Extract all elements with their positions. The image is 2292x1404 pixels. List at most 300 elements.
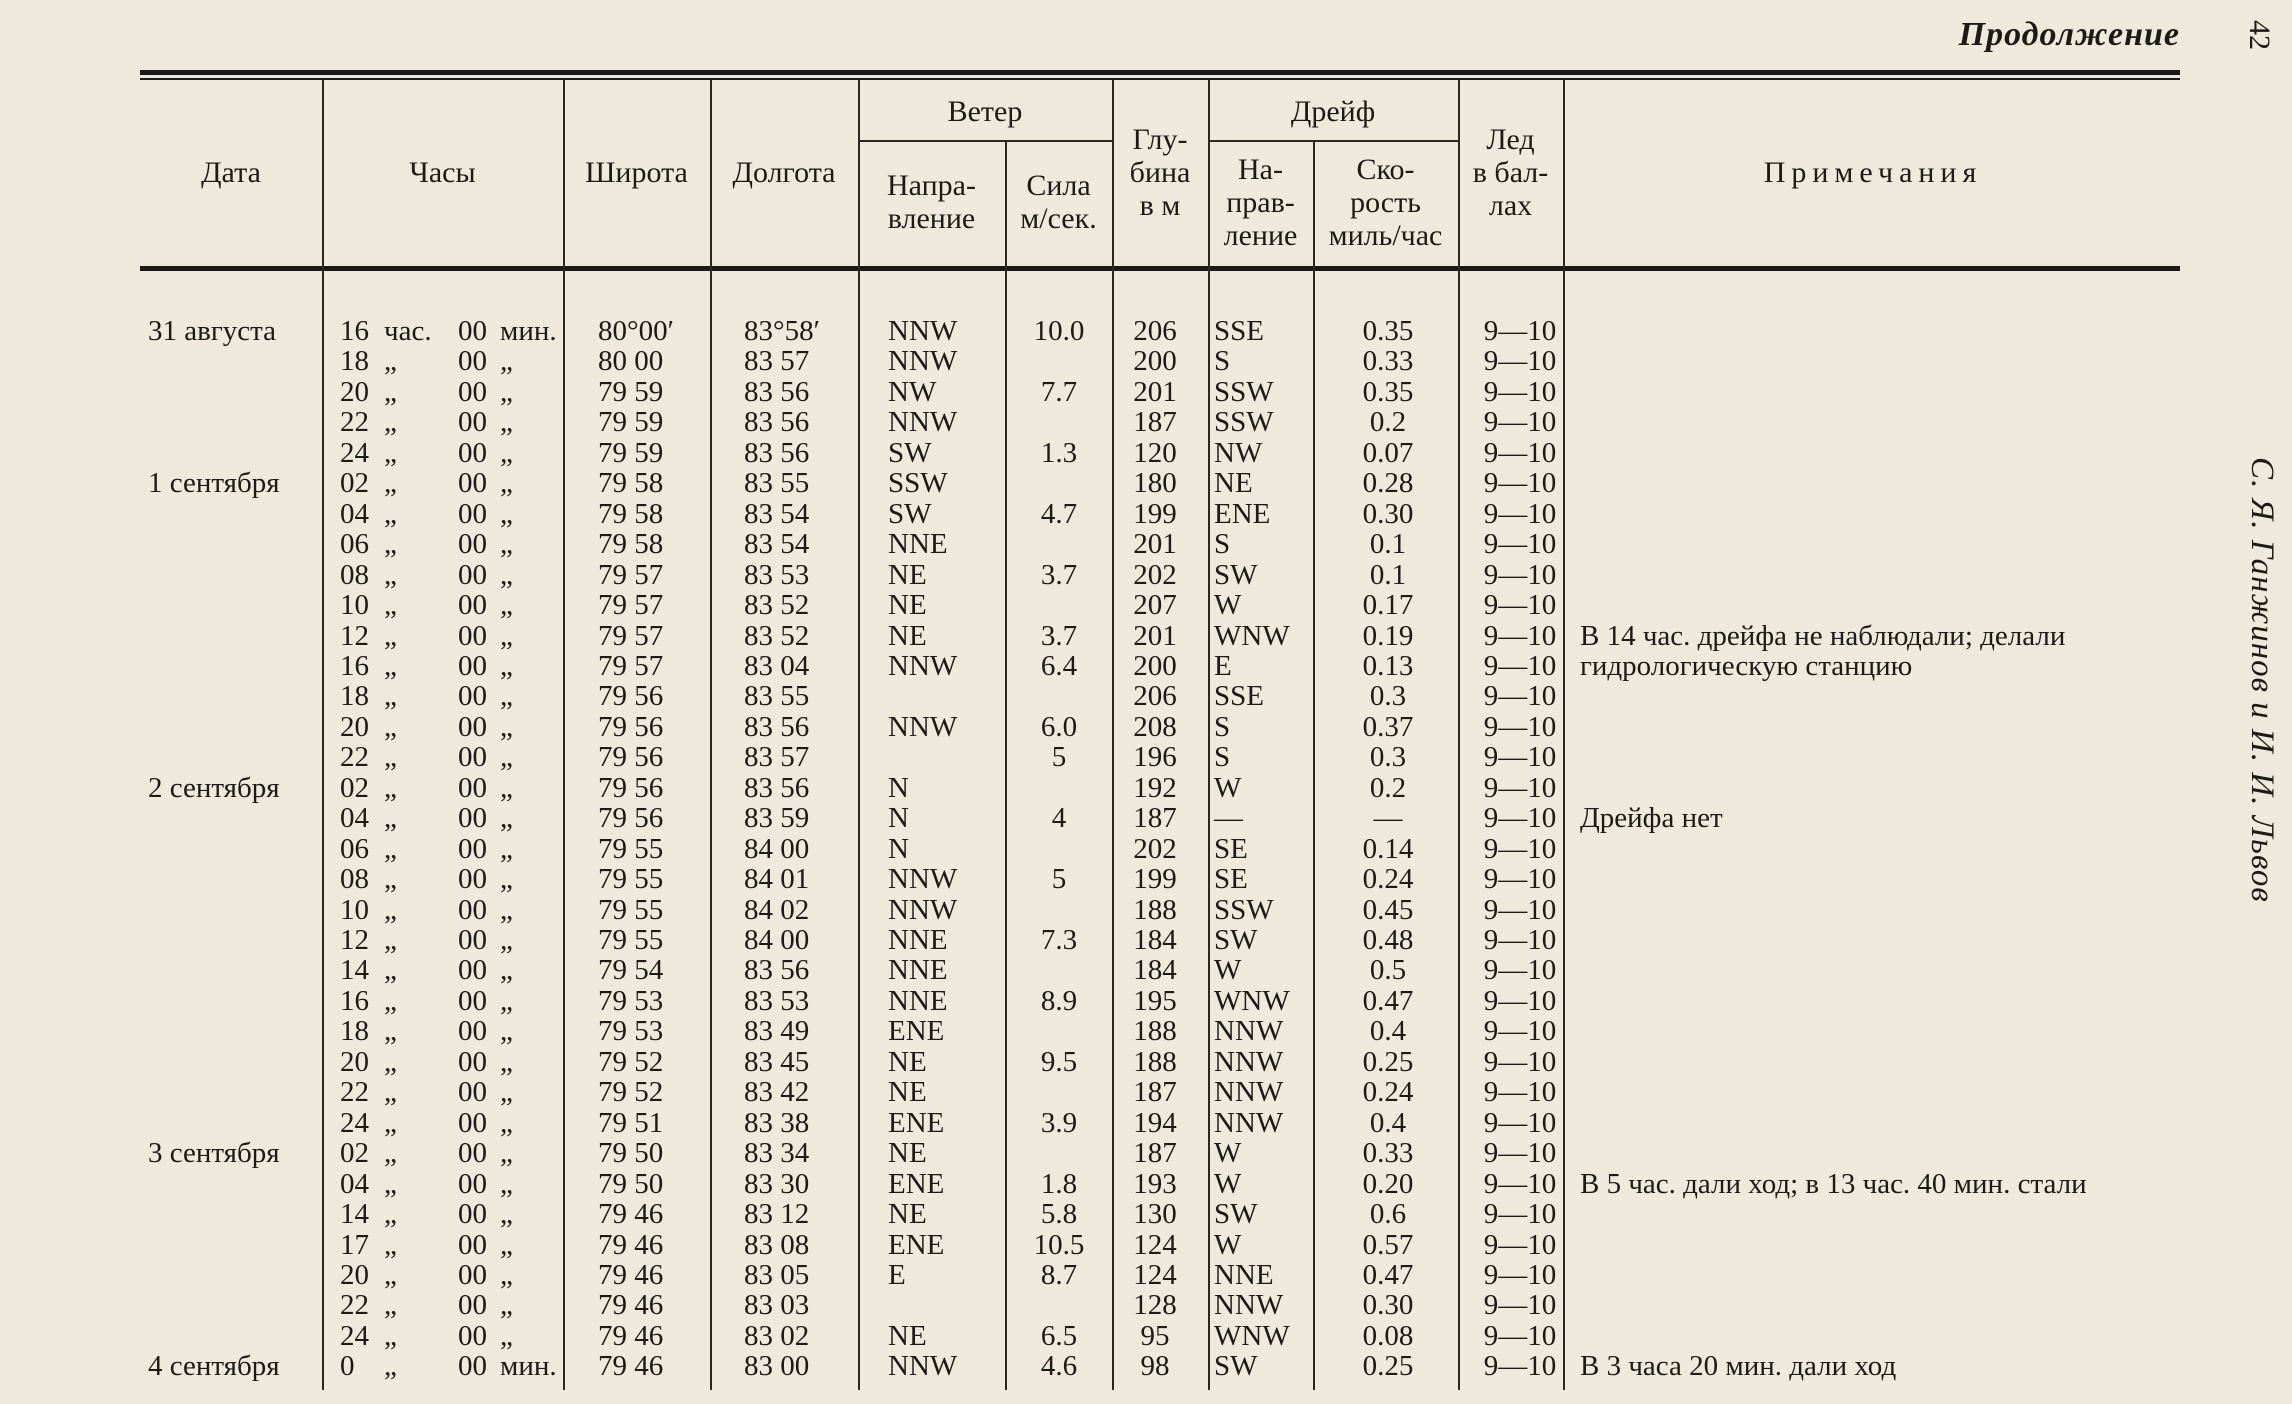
header-drift-speed: Ско- рость миль/час [1328,152,1443,252]
longitude-cell: 83 42 [744,1076,810,1108]
wind-direction-cell: ENE [888,1168,945,1200]
minute-cell: 00 [458,376,487,408]
header-longitude: Долгота [732,155,836,189]
hour-unit-cell: „ [384,1350,397,1382]
depth-cell: 196 [1133,741,1177,773]
longitude-cell: 83 55 [744,467,810,499]
drift-speed-cell: 0.4 [1369,1015,1407,1047]
header-drift-direction: На- прав- ление [1223,152,1298,252]
hour-unit-cell: „ [384,954,397,986]
longitude-cell: 83 56 [744,406,810,438]
wind-speed-cell: 6.4 [1040,650,1078,682]
header-bottom-rule [140,266,2180,271]
drift-speed-cell: 0.57 [1362,1229,1414,1261]
hour-unit-cell: „ [384,376,397,408]
drift-speed-cell: 0.2 [1369,772,1407,804]
wind-speed-cell: 10.0 [1033,315,1085,347]
hour-unit-cell: „ [384,1289,397,1321]
header-wind-direction: Напра- вление [887,169,976,235]
hour-cell: 0 [340,1350,355,1382]
minute-unit-cell: „ [500,863,513,895]
depth-cell: 202 [1133,833,1177,865]
wind-speed-cell: 5 [1051,741,1067,773]
drift-direction-cell: WNW [1214,1320,1290,1352]
depth-cell: 120 [1133,437,1177,469]
hour-cell: 08 [340,863,369,895]
ice-cell: 9—10 [1483,315,1557,347]
latitude-cell: 79 57 [598,620,664,652]
wind-direction-cell: NNE [888,528,948,560]
hour-unit-cell: „ [384,528,397,560]
ice-cell: 9—10 [1483,1107,1557,1139]
wind-direction-cell: NNW [888,711,958,743]
latitude-cell: 80°00′ [598,315,674,347]
drift-direction-cell: NNW [1214,1046,1284,1078]
minute-cell: 00 [458,954,487,986]
latitude-cell: 79 56 [598,711,664,743]
wind-direction-cell: N [888,833,909,865]
minute-unit-cell: „ [500,376,513,408]
minute-unit-cell: „ [500,1015,513,1047]
note-cell: В 3 часа 20 мин. дали ход [1580,1350,1897,1382]
hour-cell: 06 [340,833,369,865]
depth-cell: 188 [1133,1015,1177,1047]
minute-unit-cell: „ [500,1137,513,1169]
wind-direction-cell: NNW [888,863,958,895]
drift-direction-cell: E [1214,650,1232,682]
latitude-cell: 79 56 [598,802,664,834]
depth-cell: 195 [1133,985,1177,1017]
drift-direction-cell: W [1214,1137,1242,1169]
hour-unit-cell: час. [384,315,432,347]
minute-unit-cell: „ [500,772,513,804]
minute-unit-cell: „ [500,985,513,1017]
drift-direction-cell: NNW [1214,1076,1284,1108]
wind-speed-cell: 1.8 [1040,1168,1078,1200]
drift-direction-cell: NNW [1214,1015,1284,1047]
depth-cell: 207 [1133,589,1177,621]
hour-cell: 04 [340,498,369,530]
minute-unit-cell: „ [500,589,513,621]
latitude-cell: 79 59 [598,406,664,438]
latitude-cell: 79 58 [598,498,664,530]
minute-unit-cell: „ [500,680,513,712]
depth-cell: 208 [1133,711,1177,743]
hour-unit-cell: „ [384,924,397,956]
depth-cell: 128 [1133,1289,1177,1321]
depth-cell: 206 [1133,680,1177,712]
minute-unit-cell: „ [500,741,513,773]
ice-cell: 9—10 [1483,711,1557,743]
minute-unit-cell: „ [500,954,513,986]
ice-cell: 9—10 [1483,1076,1557,1108]
latitude-cell: 79 50 [598,1137,664,1169]
wind-direction-cell: NNW [888,406,958,438]
hour-unit-cell: „ [384,589,397,621]
hour-unit-cell: „ [384,437,397,469]
wind-direction-cell: NE [888,1076,927,1108]
drift-direction-cell: SSE [1214,315,1264,347]
hour-cell: 16 [340,315,369,347]
latitude-cell: 79 58 [598,467,664,499]
hour-unit-cell: „ [384,467,397,499]
hour-unit-cell: „ [384,1198,397,1230]
latitude-cell: 79 52 [598,1076,664,1108]
minute-cell: 00 [458,650,487,682]
hour-unit-cell: „ [384,985,397,1017]
depth-cell: 201 [1133,376,1177,408]
minute-cell: 00 [458,802,487,834]
hour-cell: 12 [340,620,369,652]
drift-direction-cell: S [1214,711,1231,743]
minute-cell: 00 [458,559,487,591]
hour-cell: 18 [340,1015,369,1047]
minute-unit-cell: „ [500,1168,513,1200]
date-cell: 1 сентября [148,467,280,499]
depth-cell: 124 [1133,1229,1177,1261]
drift-speed-cell: 0.13 [1362,650,1414,682]
ice-cell: 9—10 [1483,954,1557,986]
ice-cell: 9—10 [1483,924,1557,956]
latitude-cell: 79 57 [598,589,664,621]
ice-cell: 9—10 [1483,559,1557,591]
hour-unit-cell: „ [384,1046,397,1078]
latitude-cell: 79 56 [598,772,664,804]
hour-cell: 02 [340,772,369,804]
minute-unit-cell: „ [500,894,513,926]
hour-unit-cell: „ [384,772,397,804]
latitude-cell: 79 55 [598,863,664,895]
minute-cell: 00 [458,1168,487,1200]
drift-direction-cell: SW [1214,924,1258,956]
wind-speed-cell: 7.3 [1040,924,1078,956]
wind-direction-cell: NE [888,1198,927,1230]
latitude-cell: 80 00 [598,345,664,377]
longitude-cell: 84 00 [744,924,810,956]
minute-unit-cell: „ [500,1076,513,1108]
drift-speed-cell: 0.3 [1369,680,1407,712]
drift-direction-cell: SE [1214,833,1248,865]
longitude-cell: 83 30 [744,1168,810,1200]
date-cell: 31 августа [148,315,276,347]
wind-direction-cell: NNE [888,924,948,956]
latitude-cell: 79 46 [598,1198,664,1230]
date-cell: 4 сентября [148,1350,280,1382]
drift-direction-cell: — [1214,802,1243,834]
longitude-cell: 83 49 [744,1015,810,1047]
minute-unit-cell: „ [500,620,513,652]
ice-cell: 9—10 [1483,620,1557,652]
hour-unit-cell: „ [384,1168,397,1200]
ice-cell: 9—10 [1483,985,1557,1017]
drift-speed-cell: 0.30 [1362,498,1414,530]
minute-cell: 00 [458,467,487,499]
minute-cell: 00 [458,1046,487,1078]
wind-direction-cell: NE [888,1046,927,1078]
longitude-cell: 83 54 [744,498,810,530]
hour-unit-cell: „ [384,711,397,743]
minute-cell: 00 [458,894,487,926]
hour-unit-cell: „ [384,894,397,926]
minute-cell: 00 [458,345,487,377]
drift-direction-cell: SW [1214,559,1258,591]
drift-direction-cell: SE [1214,863,1248,895]
minute-cell: 00 [458,741,487,773]
drift-direction-cell: W [1214,954,1242,986]
drift-direction-cell: NW [1214,437,1263,469]
wind-direction-cell: NNE [888,954,948,986]
latitude-cell: 79 59 [598,376,664,408]
longitude-cell: 83 08 [744,1229,810,1261]
hour-unit-cell: „ [384,802,397,834]
minute-unit-cell: „ [500,437,513,469]
drift-speed-cell: 0.19 [1362,620,1414,652]
depth-cell: 184 [1133,954,1177,986]
ice-cell: 9—10 [1483,376,1557,408]
longitude-cell: 83 52 [744,620,810,652]
hour-cell: 10 [340,589,369,621]
note-cell: гидрологическую станцию [1580,650,1913,682]
hour-cell: 22 [340,406,369,438]
depth-cell: 192 [1133,772,1177,804]
drift-direction-cell: WNW [1214,620,1290,652]
minute-unit-cell: „ [500,1198,513,1230]
minute-unit-cell: „ [500,833,513,865]
header-latitude: Широта [585,155,688,189]
ice-cell: 9—10 [1483,1015,1557,1047]
drift-speed-cell: 0.47 [1362,1259,1414,1291]
wind-speed-cell: 4.6 [1040,1350,1078,1382]
note-cell: В 5 час. дали ход; в 13 час. 40 мин. стали [1580,1168,2087,1200]
note-cell: Дрейфа нет [1580,802,1723,834]
minute-cell: 00 [458,1198,487,1230]
ice-cell: 9—10 [1483,650,1557,682]
hour-cell: 08 [340,559,369,591]
longitude-cell: 83 45 [744,1046,810,1078]
wind-direction-cell: ENE [888,1107,945,1139]
drift-speed-cell: 0.2 [1369,406,1407,438]
drift-speed-cell: 0.3 [1369,741,1407,773]
minute-unit-cell: „ [500,650,513,682]
depth-cell: 124 [1133,1259,1177,1291]
minute-unit-cell: „ [500,1320,513,1352]
wind-direction-cell: NE [888,1320,927,1352]
minute-cell: 00 [458,863,487,895]
wind-speed-cell: 6.0 [1040,711,1078,743]
longitude-cell: 83 52 [744,589,810,621]
minute-unit-cell: мин. [500,315,557,347]
drift-direction-cell: SSW [1214,376,1274,408]
drift-speed-cell: 0.45 [1362,894,1414,926]
drift-direction-cell: W [1214,772,1242,804]
ice-cell: 9—10 [1483,345,1557,377]
hour-unit-cell: „ [384,559,397,591]
latitude-cell: 79 57 [598,650,664,682]
minute-unit-cell: „ [500,1107,513,1139]
longitude-cell: 83 38 [744,1107,810,1139]
latitude-cell: 79 59 [598,437,664,469]
hour-cell: 20 [340,376,369,408]
drift-direction-cell: ENE [1214,498,1271,530]
depth-cell: 199 [1133,498,1177,530]
drift-speed-cell: 0.25 [1362,1350,1414,1382]
depth-cell: 95 [1140,1320,1170,1352]
ice-cell: 9—10 [1483,437,1557,469]
page-number: 42 [2243,20,2276,50]
top-rule-thin [140,78,2180,80]
minute-cell: 00 [458,498,487,530]
drift-direction-cell: SSW [1214,894,1274,926]
longitude-cell: 83 56 [744,954,810,986]
minute-cell: 00 [458,711,487,743]
wind-direction-cell: ENE [888,1015,945,1047]
hour-cell: 22 [340,741,369,773]
longitude-cell: 83 02 [744,1320,810,1352]
drift-speed-cell: 0.1 [1369,559,1407,591]
minute-unit-cell: „ [500,498,513,530]
wind-speed-cell: 3.7 [1040,620,1078,652]
longitude-cell: 83 05 [744,1259,810,1291]
minute-cell: 00 [458,1076,487,1108]
hour-cell: 04 [340,802,369,834]
wind-direction-cell: SW [888,498,932,530]
longitude-cell: 83°58′ [744,315,820,347]
drift-direction-cell: S [1214,741,1231,773]
ice-cell: 9—10 [1483,772,1557,804]
ice-cell: 9—10 [1483,467,1557,499]
wind-speed-cell: 7.7 [1040,376,1078,408]
wind-direction-cell: NE [888,559,927,591]
minute-cell: 00 [458,1320,487,1352]
minute-cell: 00 [458,315,487,347]
wind-direction-cell: NNW [888,315,958,347]
drift-speed-cell: 0.20 [1362,1168,1414,1200]
top-rule [140,70,2180,75]
wind-direction-cell: NNW [888,894,958,926]
longitude-cell: 83 54 [744,528,810,560]
wind-speed-cell: 4.7 [1040,498,1078,530]
hour-cell: 04 [340,1168,369,1200]
drift-direction-cell: SSW [1214,406,1274,438]
minute-cell: 00 [458,1107,487,1139]
longitude-cell: 83 59 [744,802,810,834]
longitude-cell: 83 53 [744,559,810,591]
hour-unit-cell: „ [384,863,397,895]
depth-cell: 201 [1133,620,1177,652]
drift-direction-cell: NNW [1214,1289,1284,1321]
date-cell: 3 сентября [148,1137,280,1169]
wind-speed-cell: 8.7 [1040,1259,1078,1291]
depth-cell: 184 [1133,924,1177,956]
longitude-cell: 84 01 [744,863,810,895]
hour-unit-cell: „ [384,498,397,530]
drift-direction-cell: S [1214,345,1231,377]
depth-cell: 206 [1133,315,1177,347]
minute-unit-cell: „ [500,1046,513,1078]
depth-cell: 98 [1140,1350,1170,1382]
hour-unit-cell: „ [384,680,397,712]
drift-direction-cell: SW [1214,1198,1258,1230]
longitude-cell: 84 02 [744,894,810,926]
hour-unit-cell: „ [384,345,397,377]
latitude-cell: 79 46 [598,1259,664,1291]
drift-speed-cell: 0.24 [1362,863,1414,895]
col-divider [1112,80,1114,1390]
depth-cell: 200 [1133,345,1177,377]
hour-cell: 24 [340,1107,369,1139]
wind-direction-cell: SW [888,437,932,469]
ice-cell: 9—10 [1483,1168,1557,1200]
latitude-cell: 79 53 [598,985,664,1017]
wind-direction-cell: N [888,772,909,804]
ice-cell: 9—10 [1483,1320,1557,1352]
hour-unit-cell: „ [384,1320,397,1352]
drift-speed-cell: — [1373,802,1403,834]
drift-speed-cell: 0.28 [1362,467,1414,499]
drift-direction-cell: SSE [1214,680,1264,712]
ice-cell: 9—10 [1483,589,1557,621]
ice-cell: 9—10 [1483,833,1557,865]
minute-cell: 00 [458,1137,487,1169]
latitude-cell: 79 55 [598,833,664,865]
depth-cell: 193 [1133,1168,1177,1200]
drift-speed-cell: 0.25 [1362,1046,1414,1078]
drift-speed-cell: 0.35 [1362,315,1414,347]
minute-cell: 00 [458,528,487,560]
ice-cell: 9—10 [1483,1350,1557,1382]
minute-unit-cell: „ [500,924,513,956]
latitude-cell: 79 55 [598,894,664,926]
hour-cell: 06 [340,528,369,560]
ice-cell: 9—10 [1483,680,1557,712]
hour-cell: 24 [340,437,369,469]
ice-cell: 9—10 [1483,802,1557,834]
minute-unit-cell: мин. [500,1350,557,1382]
header-notes: Примечания [1763,155,1983,189]
wind-direction-cell: NE [888,620,927,652]
hour-unit-cell: „ [384,406,397,438]
minute-cell: 00 [458,985,487,1017]
wind-direction-cell: NE [888,1137,927,1169]
hour-cell: 22 [340,1076,369,1108]
header-wind: Ветер [947,94,1023,128]
drift-speed-cell: 0.33 [1362,345,1414,377]
hour-unit-cell: „ [384,650,397,682]
drift-speed-cell: 0.6 [1369,1198,1407,1230]
hour-unit-cell: „ [384,1076,397,1108]
wind-speed-cell: 9.5 [1040,1046,1078,1078]
continuation-label: Продолжение [1958,16,2180,53]
wind-speed-cell: 8.9 [1040,985,1078,1017]
wind-speed-cell: 3.9 [1040,1107,1078,1139]
wind-direction-cell: E [888,1259,906,1291]
drift-direction-cell: W [1214,1229,1242,1261]
ice-cell: 9—10 [1483,741,1557,773]
drift-speed-cell: 0.37 [1362,711,1414,743]
hour-unit-cell: „ [384,1015,397,1047]
latitude-cell: 79 56 [598,741,664,773]
drift-direction-cell: NNE [1214,1259,1274,1291]
minute-cell: 00 [458,1229,487,1261]
minute-cell: 00 [458,620,487,652]
latitude-cell: 79 46 [598,1289,664,1321]
ice-cell: 9—10 [1483,1198,1557,1230]
minute-unit-cell: „ [500,467,513,499]
wind-direction-cell: N [888,802,909,834]
latitude-cell: 79 50 [598,1168,664,1200]
wind-speed-cell: 4 [1051,802,1067,834]
minute-cell: 00 [458,924,487,956]
